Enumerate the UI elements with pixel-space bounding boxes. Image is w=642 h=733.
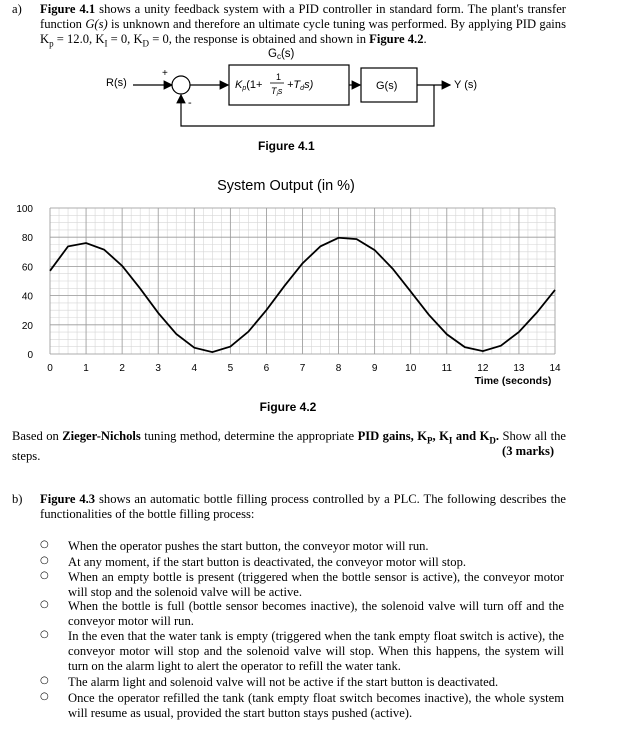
list-item-text: Once the operator refilled the tank (tank empty float switch becomes inactive), the whole system will resume as usual, provided the start button stays pushed (active). xyxy=(68,691,564,720)
list-item-text: When the bottle is full (bottle sensor becomes inactive), the solenoid valve will turn off and the conveyor motor will run. xyxy=(68,599,564,628)
fig43-ref: Figure 4.3 xyxy=(40,492,96,506)
x-tick-label: 10 xyxy=(405,363,417,374)
bullet-circle-icon: ○ xyxy=(40,691,49,702)
part-a-intro: Figure 4.1 shows a unity feedback system with a PID controller in standard form. The plant's transfer function G(s) is unknown and therefore an ultimate cycle tuning was performed. By applying PID gains $K_p = 12.0$, $K_I = 0$, $K_D = 0$, the response is obtained and shown in Figure 4.2. xyxy=(40,2,566,49)
y-tick-label: 60 xyxy=(21,262,33,274)
x-tick-label: 12 xyxy=(477,363,489,374)
part-b-label: b) xyxy=(12,492,23,506)
bullet-circle-icon: ○ xyxy=(40,675,49,686)
part-b-intro: Figure 4.3 shows an automatic bottle filling process controlled by a PLC. The following describes the functionalities of the bottle filling process: xyxy=(40,492,566,521)
x-tick-label: 9 xyxy=(371,363,378,374)
bullet-circle-icon: ○ xyxy=(40,629,49,640)
x-tick-label: 5 xyxy=(227,363,234,374)
bullet-circle-icon: ○ xyxy=(40,570,49,581)
system-output-chart xyxy=(0,168,642,418)
fig42-ref: Figure 4.2 xyxy=(369,32,424,46)
list-item-text: When an empty bottle is present (triggered when the bottle sensor is active), the conveyor motor will stop and the solenoid valve will be active. xyxy=(68,570,564,599)
sum-plus-sign: + xyxy=(162,68,168,79)
input-label: R(s) xyxy=(106,77,127,89)
y-tick-label: 20 xyxy=(21,320,33,332)
x-tick-label: 7 xyxy=(299,363,306,374)
bullet-circle-icon: ○ xyxy=(40,555,49,566)
block-diagram xyxy=(0,44,642,162)
controller-label: Gc(s) xyxy=(268,48,295,61)
question-a: Based on Zieger-Nichols tuning method, determine the appropriate PID gains, $K_P$, $K_I$ and $K_D$. Show all the steps. xyxy=(12,429,566,463)
x-axis-label: Time (seconds) xyxy=(474,375,552,387)
svg-text:Tis: $T_is$ xyxy=(271,86,283,98)
svg-text:1: 1 xyxy=(276,72,282,82)
x-tick-label: 2 xyxy=(119,363,125,374)
marks-a: (3 marks) xyxy=(502,444,555,458)
x-tick-label: 4 xyxy=(191,363,198,374)
plant-label: G(s) xyxy=(376,80,398,92)
part-a-label: a) xyxy=(12,2,22,16)
chart-title: System Output (in %) xyxy=(217,178,355,194)
y-tick-label: 0 xyxy=(27,350,33,361)
x-tick-label: 6 xyxy=(263,363,270,374)
list-item-text: At any moment, if the start button is deactivated, the conveyor motor will stop. xyxy=(68,555,467,569)
svg-text:+Tds): +Tds) xyxy=(287,79,314,92)
x-tick-label: 1 xyxy=(83,363,89,374)
bullet-circle-icon: ○ xyxy=(40,599,49,610)
list-item-text: In the even that the water tank is empty (triggered when the tank empty float switch is active), the conveyor motor will stop and the solenoid valve will stop. When this happens, the system will turn on the alarm light to alert the operator to refill the water tank. xyxy=(68,629,564,673)
svg-text:Kp(1+: Kp(1+ xyxy=(235,79,263,92)
figure-4-2-caption: Figure 4.2 xyxy=(259,400,317,414)
bullet-circle-icon: ○ xyxy=(40,539,49,550)
x-tick-label: 3 xyxy=(155,363,161,374)
x-tick-label: 14 xyxy=(549,363,561,374)
list-item-text: When the operator pushes the start button, the conveyor motor will run. xyxy=(68,539,429,553)
x-tick-label: 8 xyxy=(335,363,342,374)
figure-4-1-caption: Figure 4.1 xyxy=(258,139,315,153)
x-tick-label: 13 xyxy=(513,363,525,374)
summing-junction xyxy=(172,76,190,94)
y-tick-label: 40 xyxy=(21,291,33,303)
x-tick-label: 11 xyxy=(441,363,452,374)
y-tick-label: 80 xyxy=(21,233,33,245)
x-tick-label: 0 xyxy=(47,363,53,374)
sum-minus-sign: - xyxy=(188,97,192,109)
y-tick-label: 100 xyxy=(16,204,33,215)
fig41-ref: Figure 4.1 xyxy=(40,2,96,16)
output-label: Y (s) xyxy=(454,79,478,91)
list-item-text: The alarm light and solenoid valve will not be active if the start button is deactivated. xyxy=(68,675,499,689)
